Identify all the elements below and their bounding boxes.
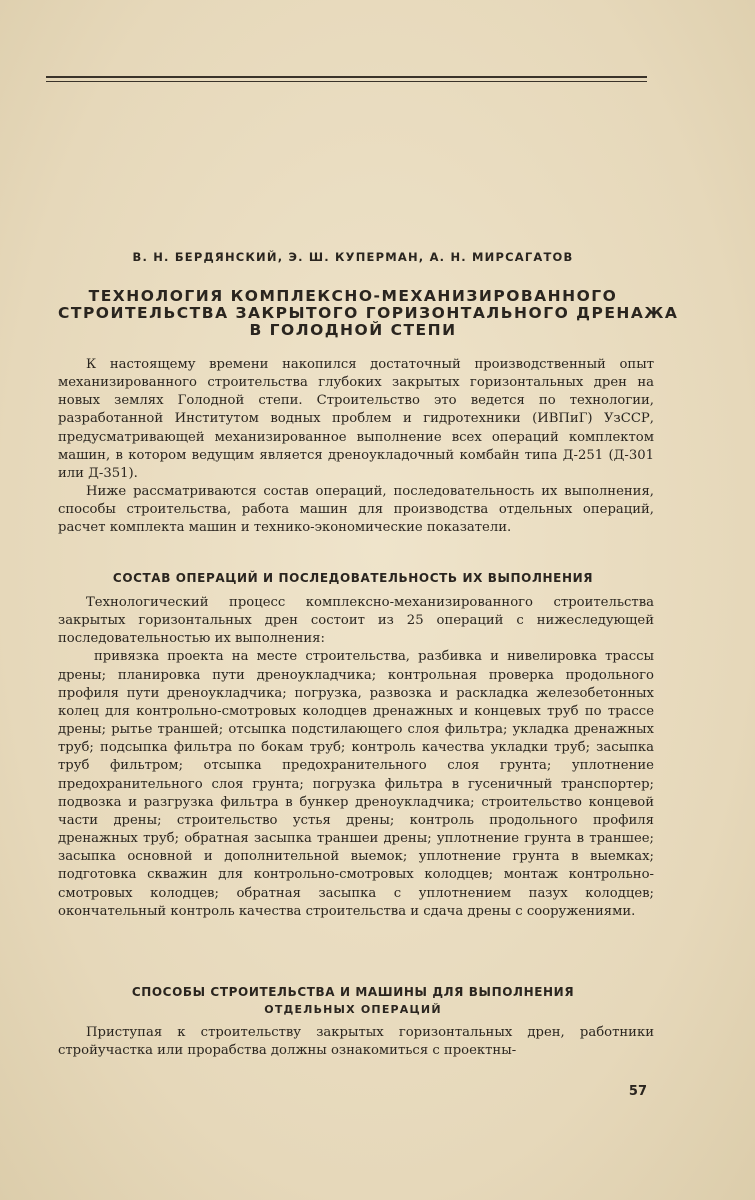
authors: В. Н. БЕРДЯНСКИЙ, Э. Ш. КУПЕРМАН, А. Н. МИРСАГАТОВ (132, 250, 574, 264)
section-heading: СОСТАВ ОПЕРАЦИЙ И ПОСЛЕДОВАТЕЛЬНОСТЬ ИХ ВЫПОЛНЕНИЯ (112, 571, 594, 585)
paragraph: Приступая к строительству закрытых горизонтальных дрен, работники стройучастка или прорабства должны ознакомиться с проектны- (58, 1025, 654, 1059)
heading-line: ОТДЕЛЬНЫХ ОПЕРАЦИЙ (264, 1003, 442, 1016)
section-heading (58, 984, 648, 1018)
title-line: СТРОИТЕЛЬСТВА ЗАКРЫТОГО ГОРИЗОНТАЛЬНОГО ДРЕНАЖА (58, 304, 679, 322)
header-rule (46, 76, 647, 78)
paragraph: Ниже рассматриваются состав операций, последовательность их выполнения, способы строительства, работа машин для производства отдельных операций, расчет комплекта машин и технико-экономические показатели. (58, 484, 654, 536)
intro (58, 356, 654, 538)
section1-body (58, 594, 654, 921)
header-rule-thin (46, 81, 647, 82)
section2-body (58, 1024, 654, 1060)
article-title (58, 287, 679, 339)
paragraph: Технологический процесс комплексно-механизированного строительства закрытых горизонтальных дрен состоит из 25 операций с нижеследующей последовательностью их выполнения: (58, 595, 654, 647)
title-line: ТЕХНОЛОГИЯ КОМПЛЕКСНО-МЕХАНИЗИРОВАННОГО (88, 287, 618, 305)
title-line: В ГОЛОДНОЙ СТЕПИ (249, 321, 457, 339)
heading-line: СПОСОБЫ СТРОИТЕЛЬСТВА И МАШИНЫ ДЛЯ ВЫПОЛНЕНИЯ (131, 985, 575, 999)
page-number: 57 (628, 1084, 647, 1099)
operations-list: привязка проекта на месте строительства, разбивка и нивелировка трассы дрены; планировка пути дреноукладчика; контрольная проверка продольного профиля пути дреноукладчика; погрузка, развозка и раскладка железобетонных колец для контрольно-смотровых колодцев дренажных и концевых труб по трассе дрены; рытье траншей; отсыпка подстилающего слоя фильтра; укладка дренажных труб; подсыпка фильтра по бокам труб; контроль качества укладки труб; засыпка труб фильтром; отсыпка предохранительного слоя грунта; уплотнение предохранительного слоя грунта; погрузка фильтра в гусеничный транспортер; подвозка и разгрузка фильтра в бункер дреноукладчика; строительство концевой части дрены; строительство устья дрены; контроль продольного профиля дренажных труб; обратная засыпка траншеи дрены; уплотнение грунта в траншее; засыпка основной и дополнительной выемок; уплотнение грунта в выемках; подготовка скважин для контрольно-смотровых колодцев; монтаж контрольно-смотровых колодцев; обратная засыпка с уплотнением пазух колодцев; окончательный контроль качества строительства и сдача дрены с сооружениями. (58, 649, 654, 919)
paragraph: К настоящему времени накопился достаточный производственный опыт механизированного строительства глубоких закрытых горизонтальных дрен на новых землях Голодной степи. Строительство это ведется по технологии, разработанной Институтом водных проблем и гидротехники (ИВПиГ) УзССР, предусматривающей механизированное выполнение всех операций комплектом машин, в котором ведущим является дреноукладочный комбайн типа Д-251 (Д-301 или Д-351). (58, 357, 654, 481)
